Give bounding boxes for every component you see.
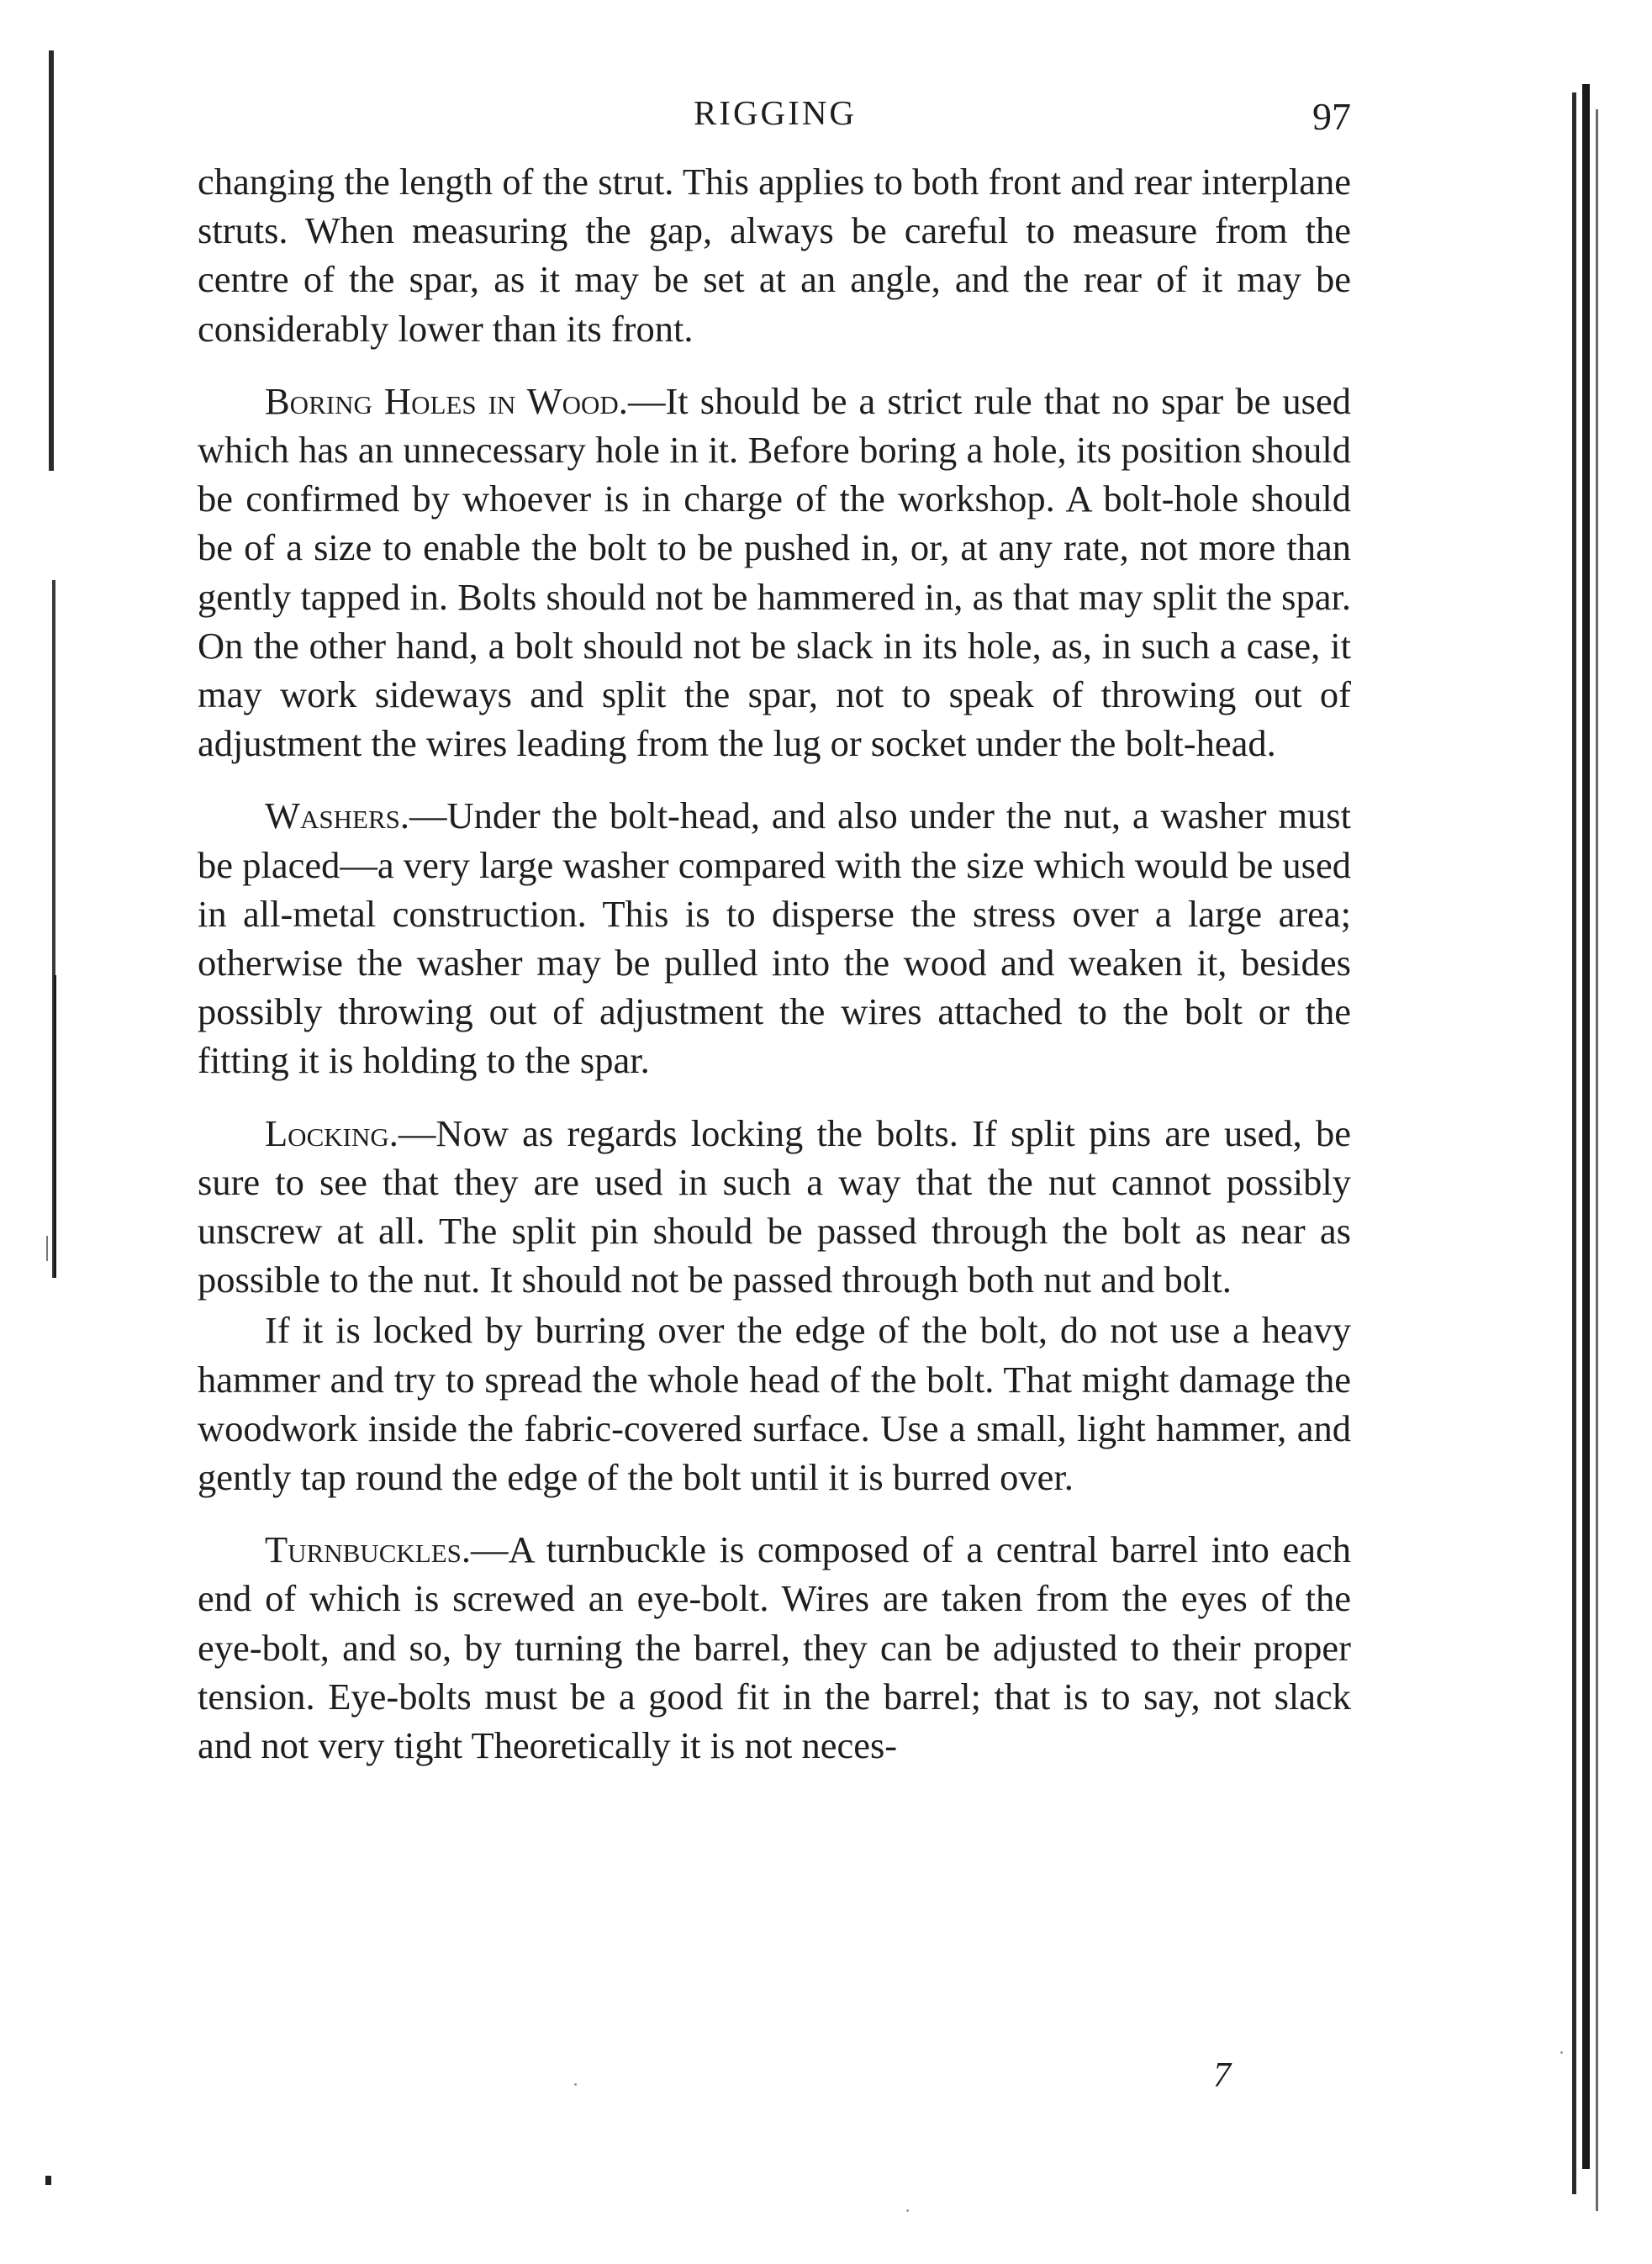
paragraph-continuation: [198, 157, 1351, 353]
paragraph-washers: [198, 791, 1351, 1085]
section-lead-locking: Locking.: [265, 1111, 398, 1154]
paragraph-text: —Under the bolt-head, and also under the nut, a washer must be placed—a very large washer compared with the size which would be used in all-metal construction. This is to disperse the stress over a large area; otherwise the washer may be pulled into the wood and weaken it, besides possibly throwing out of adjustment the wires attached to the bolt or the fitting it is holding to the spar.: [198, 794, 1351, 1082]
body-text: [198, 157, 1351, 1770]
scan-speck: [1560, 2051, 1563, 2054]
scan-edge-shadow-right: [1572, 92, 1576, 2194]
paragraph-burring: [198, 1306, 1351, 1501]
paragraph-text: —Now as regards locking the bolts. If split pins are used, be sure to see that they are used in such a way that the nut cannot possibly unscrew at all. The split pin should be passed through the bolt as near as possible to the nut. It should not be passed through both nut and bolt.: [198, 1111, 1351, 1301]
paragraph-text: changing the length of the strut. This applies to both front and rear interplane struts. When measuring the gap, always be careful to measure from the centre of the spar, as it may be set at an angle, and the rear of it may be considerably lower than its front.: [198, 161, 1351, 350]
scan-edge-shadow-left: [46, 1236, 48, 1261]
scan-edge-shadow-right: [1596, 109, 1598, 2211]
paragraph-locking: [198, 1109, 1351, 1305]
paragraph-boring-holes: [198, 377, 1351, 768]
section-lead-boring-holes: Boring Holes in Wood.: [265, 379, 628, 422]
section-lead-turnbuckles: Turnbuckles.: [265, 1528, 471, 1571]
scan-speck: [906, 2209, 909, 2212]
page-header: [199, 82, 1351, 150]
paragraph-text: If it is locked by burring over the edge of the bolt, do not use a heavy hammer and try to spread the whole head of the bolt. That might damage the woodwork inside the fabric-covered surface. Use a small, light hammer, and gently tap round the edge of the bolt until it is burred over.: [198, 1309, 1351, 1499]
scan-edge-shadow-left: [54, 975, 56, 1278]
scan-speck: [574, 2083, 577, 2086]
scan-speck: [45, 2176, 51, 2185]
page-number: 97: [1312, 95, 1351, 138]
running-head: RIGGING: [693, 93, 858, 132]
scan-edge-shadow-left: [49, 50, 54, 471]
signature-mark: 7: [1213, 2056, 1231, 2095]
paragraph-text: —A turnbuckle is composed of a central barrel into each end of which is screwed an eye-bolt. Wires are taken from the eyes of the eye-bolt, and so, by turning the barrel, they can be adjusted to their proper tension. Eye-bolts must be a good fit in the barrel; that is to say, not slack and not very tight Theoretically it is not neces-: [198, 1528, 1351, 1767]
paragraph-turnbuckles: [198, 1525, 1351, 1770]
section-lead-washers: Washers.: [265, 794, 409, 837]
paragraph-text: —It should be a strict rule that no spar be used which has an unnecessary hole in it. Before boring a hole, its position should be confirmed by whoever is in charge of the workshop. A bolt-hole should be of a size to enable the bolt to be pushed in, or, at any rate, not more than gently tapped in. Bolts should not be hammered in, as that may split the spar. On the other hand, a bolt should not be slack in its hole, as, in such a case, it may work sideways and split the spar, not to speak of throwing out of adjustment the wires leading from the lug or socket under the bolt-head.: [198, 379, 1351, 765]
scan-edge-shadow-right: [1582, 84, 1590, 2169]
